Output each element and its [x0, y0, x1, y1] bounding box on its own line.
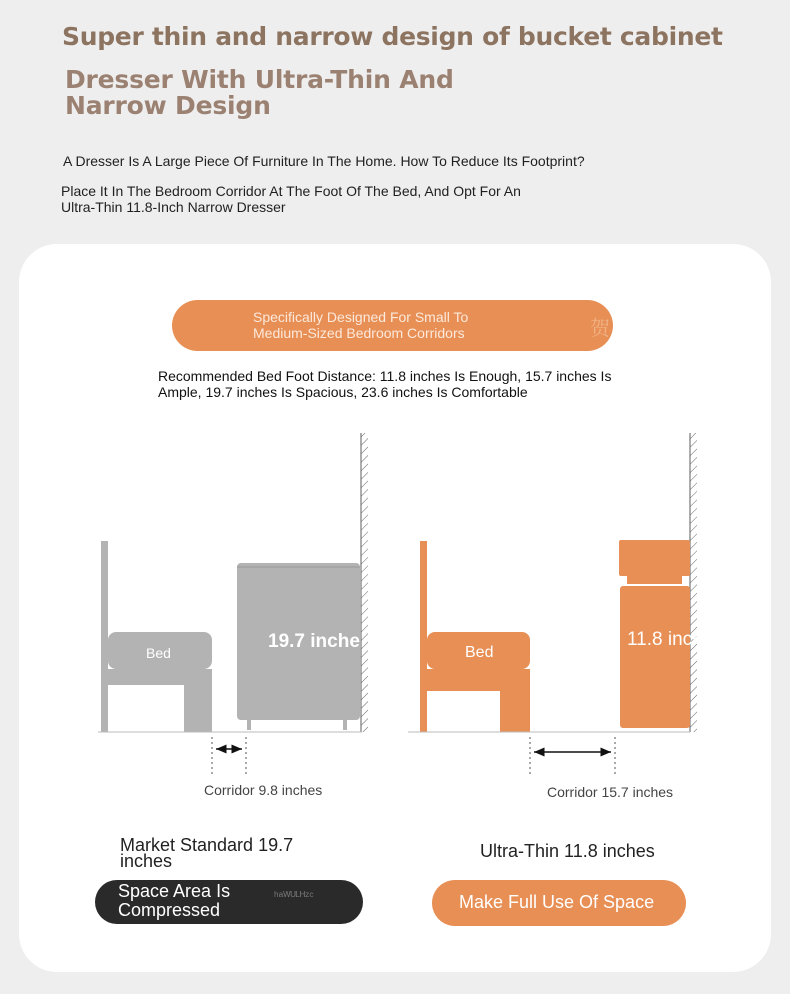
left-wall	[361, 433, 368, 732]
left-corridor-label: Corridor 9.8 inches	[204, 782, 323, 798]
full-use-badge-text: Make Full Use Of Space	[459, 892, 655, 912]
subtitle-line-1: Dresser With Ultra-Thin And	[65, 65, 454, 94]
left-caption-line-2: inches	[120, 851, 173, 871]
left-dresser-label: 19.7 inche	[268, 631, 360, 652]
right-caption: Ultra-Thin 11.8 inches	[480, 841, 655, 861]
compressed-badge-line-1: Space Area Is	[118, 881, 231, 901]
right-bed-icon	[420, 541, 530, 732]
page-title: Super thin and narrow design of bucket cabinet	[62, 22, 723, 51]
left-corridor-dimension	[212, 737, 246, 775]
compressed-badge-line-2: Compressed	[118, 900, 221, 920]
right-corridor-dimension	[530, 737, 615, 775]
right-wall	[690, 433, 697, 732]
left-bed-label: Bed	[146, 645, 171, 661]
feature-pill-line-1: Specifically Designed For Small To	[253, 309, 469, 325]
recommendation-line-1: Recommended Bed Foot Distance: 11.8 inches Is Enough, 15.7 inches Is	[158, 368, 612, 384]
watermark-glyph: 贺	[590, 318, 610, 340]
intro-answer-line-1: Place It In The Bedroom Corridor At The Foot Of The Bed, And Opt For An	[61, 183, 521, 199]
watermark-text: ʰᵃᵂᵁᴸᴴᶻᶜ	[274, 889, 314, 903]
right-bed-label: Bed	[465, 644, 494, 661]
left-bed-icon	[101, 541, 212, 732]
left-caption-line-1: Market Standard 19.7	[120, 835, 294, 855]
compressed-badge-text	[118, 882, 230, 920]
left-caption	[120, 837, 293, 869]
feature-pill-line-2: Medium-Sized Bedroom Corridors	[253, 325, 465, 341]
right-dresser-label: 11.8 inches	[627, 629, 723, 650]
right-corridor-label: Corridor 15.7 inches	[547, 784, 674, 800]
recommendation-line-2: Ample, 19.7 inches Is Spacious, 23.6 inches Is Comfortable	[158, 384, 528, 400]
intro-answer-line-2: Ultra-Thin 11.8-Inch Narrow Dresser	[61, 199, 286, 215]
subtitle-line-2: Narrow Design	[65, 91, 271, 120]
intro-question: A Dresser Is A Large Piece Of Furniture In The Home. How To Reduce Its Footprint?	[63, 153, 585, 169]
